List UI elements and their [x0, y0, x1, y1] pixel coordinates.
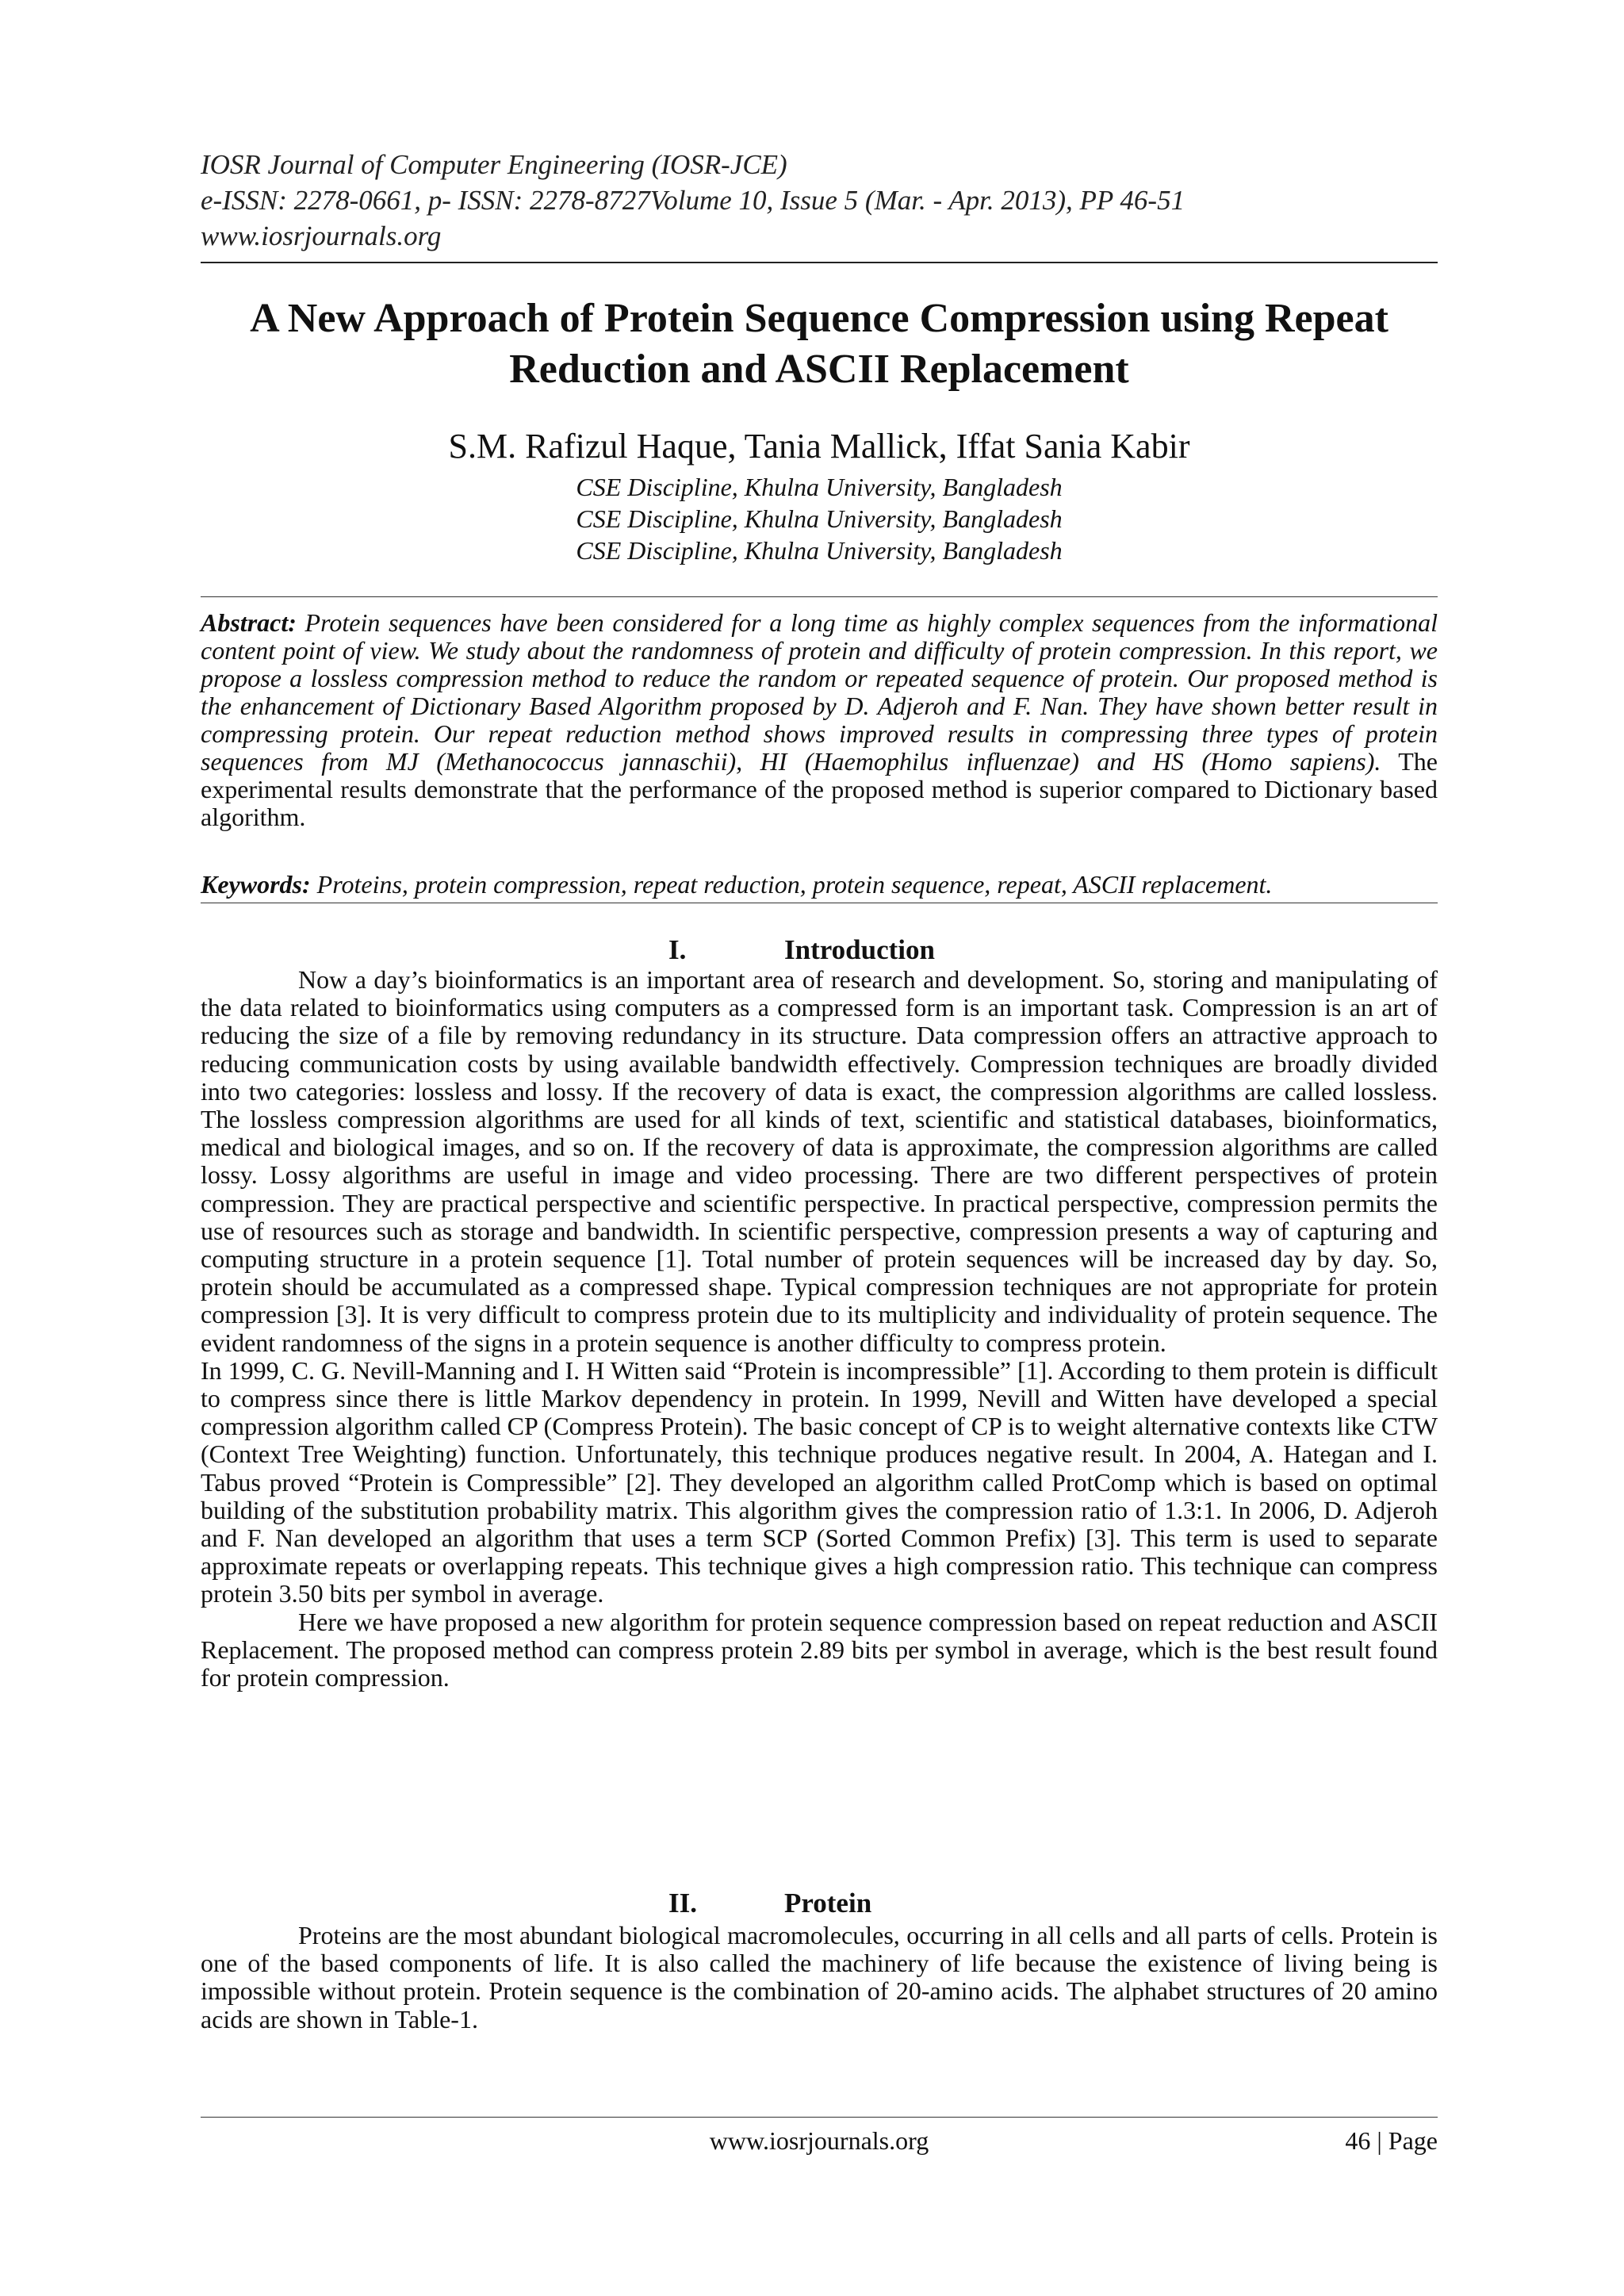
keywords-text: Proteins, protein compression, repeat reduction, protein sequence, repeat, ASCII replacement.: [316, 870, 1273, 899]
abstract: [201, 609, 1438, 831]
journal-website: www.iosrjournals.org: [201, 220, 442, 251]
footer-website: www.iosrjournals.org: [709, 2126, 929, 2155]
affiliation: CSE Discipline, Khulna University, Bangladesh: [576, 536, 1063, 565]
page-number: 46 | Page: [1345, 2126, 1438, 2155]
section-title: Introduction: [784, 934, 935, 965]
section-number: II.: [668, 1888, 697, 1918]
paragraph: Here we have proposed a new algorithm for protein sequence compression based on repeat reduction and ASCII Replacement. The proposed method can compress protein 2.89 bits per symbol in average, which is the best result found for protein compression.: [201, 1607, 1438, 1692]
footer-divider: [201, 2117, 1438, 2118]
section-number: I.: [668, 934, 687, 965]
header-divider: [201, 262, 1438, 263]
affiliations: [201, 471, 1438, 566]
abstract-top-divider: [201, 596, 1438, 597]
affiliation: CSE Discipline, Khulna University, Bangladesh: [576, 504, 1063, 533]
journal-header: [201, 147, 1438, 254]
keywords-label: Keywords:: [201, 870, 311, 899]
paragraph: In 1999, C. G. Nevill-Manning and I. H Witten said “Protein is incompressible” [1]. According to them protein is difficult to compress since there is little Markov dependency in protein. In 1999, Nevill and Witten have developed a special compression algorithm called CP (Compress Protein). The basic concept of CP is to weight alternative contexts like CTW (Context Tree Weighting) function. Unfortunately, this technique produces negative result. In 2004, A. Hategan and I. Tabus proved “Protein is Compressible” [2]. They developed an algorithm called ProtComp which is based on optimal building of the substitution probability matrix. This algorithm gives the compression ratio of 1.3:1. In 2006, D. Adjeroh and F. Nan developed an algorithm that uses a term SCP (Sorted Common Prefix) [3]. This term is used to separate approximate repeats or overlapping repeats. This technique gives a high compression ratio. This technique can compress protein 3.50 bits per symbol in average.: [201, 1355, 1438, 1608]
abstract-italic-text: Protein sequences have been considered for a long time as highly complex sequences from the informational content point of view. We study about the randomness of protein and difficulty of protein compression. In this report, we propose a lossless compression method to reduce the random or repeated sequence of protein. Our proposed method is the enhancement of Dictionary Based Algorithm proposed by D. Adjeroh and F. Nan. They have shown better result in compressing protein. Our repeat reduction method shows improved results in compressing three types of protein sequences from MJ (Methanococcus jannaschii), HI (Haemophilus influenzae) and HS (Homo sapiens).: [201, 608, 1438, 776]
protein-body: [201, 1922, 1438, 2033]
paper-title: A New Approach of Protein Sequence Compression using Repeat Reduction and ASCII Replacement: [250, 296, 1388, 392]
paragraph: Now a day’s bioinformatics is an important area of research and development. So, storing and manipulating of the data related to bioinformatics using computers as a compressed form is an important task. Compression is an art of reducing the size of a file by removing redundancy in its structure. Data compression offers an attractive approach to reducing communication costs by using available bandwidth effectively. Compression techniques are broadly divided into two categories: lossless and lossy. If the recovery of data is exact, the compression algorithms are called lossless. The lossless compression algorithms are used for all kinds of text, scientific and statistical databases, bioinformatics, medical and biological images, and so on. If the recovery of data is approximate, the compression algorithms are called lossy. Lossy algorithms are useful in image and video processing. There are two different perspectives of protein compression. They are practical perspective and scientific perspective. In practical perspective, compression permits the use of resources such as storage and bandwidth. In scientific perspective, compression presents a way of capturing and computing structure in a protein sequence [1]. Total number of protein sequences will be increased day by day. So, protein should be accumulated as a compressed shape. Typical compression techniques are not appropriate for protein compression [3]. It is very difficult to compress protein due to its multiplicity and individuality of protein sequence. The evident randomness of the signs in a protein sequence is another difficulty to compress protein.: [201, 965, 1438, 1357]
paper-authors: S.M. Rafizul Haque, Tania Mallick, Iffat Sania Kabir: [448, 427, 1190, 466]
abstract-plain-text: The experimental results demonstrate that the performance of the proposed method is superior compared to Dictionary based algorithm.: [201, 747, 1438, 831]
section-title: Protein: [784, 1888, 872, 1918]
issn-line: e-ISSN: 2278-0661, p- ISSN: 2278-8727Volume 10, Issue 5 (Mar. - Apr. 2013), PP 46-51: [201, 185, 1185, 216]
abstract-label: Abstract:: [201, 608, 297, 637]
keywords: [201, 871, 1438, 899]
journal-name: IOSR Journal of Computer Engineering (IOSR-JCE): [201, 149, 787, 180]
introduction-body: [201, 966, 1438, 1692]
paragraph: Proteins are the most abundant biological macromolecules, occurring in all cells and all parts of cells. Protein is one of the based components of life. It is also called the machinery of life because the existence of living being is impossible without protein. Protein sequence is the combination of 20-amino acids. The alphabet structures of 20 amino acids are shown in Table-1.: [201, 1921, 1438, 2033]
affiliation: CSE Discipline, Khulna University, Bangladesh: [576, 473, 1063, 501]
